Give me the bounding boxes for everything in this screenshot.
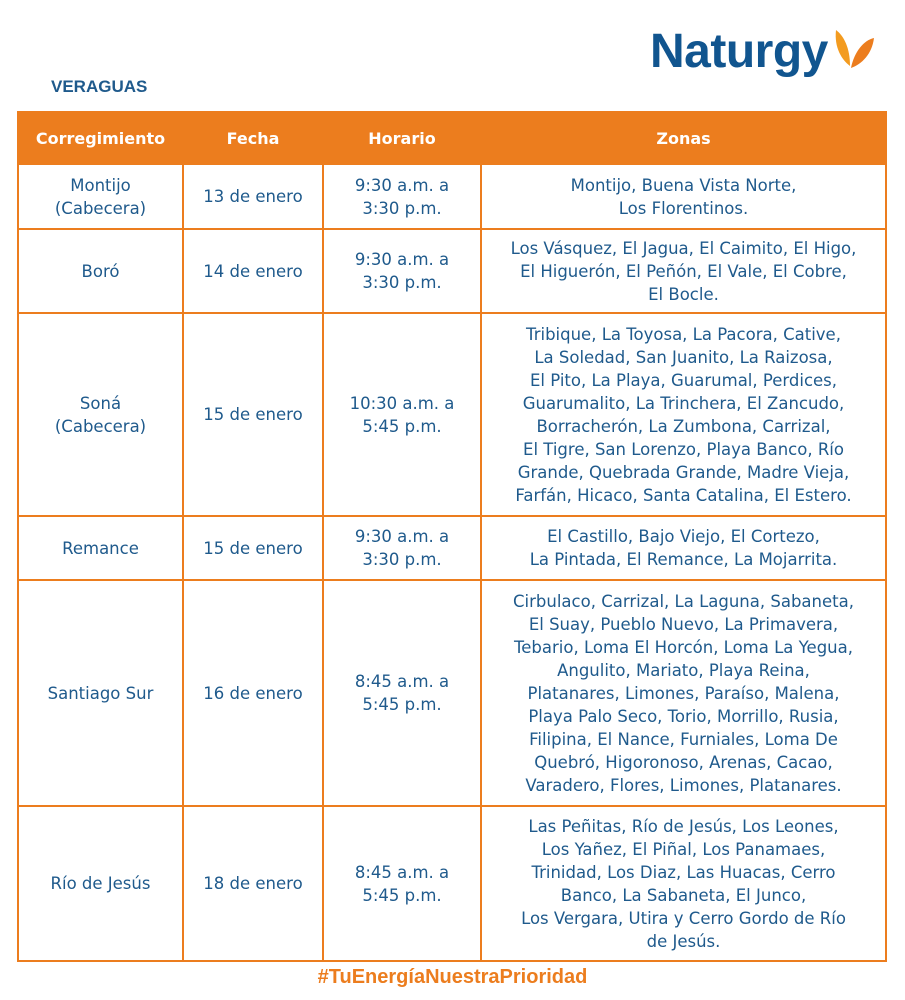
cell-horario: 8:45 a.m. a 5:45 p.m. bbox=[323, 580, 481, 806]
cell-corregimiento: Santiago Sur bbox=[18, 580, 183, 806]
cell-horario: 9:30 a.m. a 3:30 p.m. bbox=[323, 164, 481, 229]
schedule-table bbox=[17, 111, 887, 962]
table-row bbox=[18, 229, 886, 313]
logo-wordmark: Naturgy bbox=[650, 25, 828, 78]
header-horario: Horario bbox=[323, 112, 481, 164]
cell-fecha: 15 de enero bbox=[183, 313, 323, 516]
cell-horario: 9:30 a.m. a 3:30 p.m. bbox=[323, 516, 481, 580]
cell-zonas: Cirbulaco, Carrizal, La Laguna, Sabaneta, El Suay, Pueblo Nuevo, La Primavera, Tebario, Loma El Horcón, Loma La Yegua, Angulito, Mariato, Playa Reina, Platanares, Limones, Paraíso, Malena, Playa Palo Seco, Torio, Morrillo, Rusia, Filipina, El Nance, Furniales, Loma De Quebró, Higoronoso, Arenas, Cacao, Varadero, Flores, Limones, Platanares. bbox=[481, 580, 886, 806]
region-title: VERAGUAS bbox=[51, 77, 148, 96]
cell-fecha: 16 de enero bbox=[183, 580, 323, 806]
cell-fecha: 13 de enero bbox=[183, 164, 323, 229]
cell-zonas: Las Peñitas, Río de Jesús, Los Leones, Los Yañez, El Piñal, Los Panamaes, Trinidad, Los Diaz, Las Huacas, Cerro Banco, La Sabaneta, El Junco, Los Vergara, Utira y Cerro Gordo de Río de Jesús. bbox=[481, 806, 886, 961]
cell-corregimiento: Remance bbox=[18, 516, 183, 580]
butterfly-icon bbox=[830, 26, 876, 78]
cell-horario: 9:30 a.m. a 3:30 p.m. bbox=[323, 229, 481, 313]
cell-fecha: 14 de enero bbox=[183, 229, 323, 313]
header-zonas: Zonas bbox=[481, 112, 886, 164]
campaign-hashtag: #TuEnergíaNuestraPrioridad bbox=[317, 966, 588, 988]
table-row bbox=[18, 313, 886, 516]
cell-zonas: Montijo, Buena Vista Norte, Los Florentinos. bbox=[481, 164, 886, 229]
cell-fecha: 15 de enero bbox=[183, 516, 323, 580]
cell-horario: 8:45 a.m. a 5:45 p.m. bbox=[323, 806, 481, 961]
table-row bbox=[18, 580, 886, 806]
header-fecha: Fecha bbox=[183, 112, 323, 164]
cell-zonas: El Castillo, Bajo Viejo, El Cortezo, La Pintada, El Remance, La Mojarrita. bbox=[481, 516, 886, 580]
cell-corregimiento: Río de Jesús bbox=[18, 806, 183, 961]
cell-corregimiento: Soná (Cabecera) bbox=[18, 313, 183, 516]
naturgy-logo bbox=[650, 25, 876, 78]
cell-zonas: Los Vásquez, El Jagua, El Caimito, El Higo, El Higuerón, El Peñón, El Vale, El Cobre, El Bocle. bbox=[481, 229, 886, 313]
table-row bbox=[18, 806, 886, 961]
header-corregimiento: Corregimiento bbox=[18, 112, 183, 164]
table-row bbox=[18, 516, 886, 580]
cell-corregimiento: Boró bbox=[18, 229, 183, 313]
table-header-row bbox=[18, 112, 886, 164]
cell-corregimiento: Montijo (Cabecera) bbox=[18, 164, 183, 229]
cell-horario: 10:30 a.m. a 5:45 p.m. bbox=[323, 313, 481, 516]
cell-zonas: Tribique, La Toyosa, La Pacora, Cative, La Soledad, San Juanito, La Raizosa, El Pito, La Playa, Guarumal, Perdices, Guarumalito, La Trinchera, El Zancudo, Borracherón, La Zumbona, Carrizal, El Tigre, San Lorenzo, Playa Banco, Río Grande, Quebrada Grande, Madre Vieja, Farfán, Hicaco, Santa Catalina, El Estero. bbox=[481, 313, 886, 516]
table-row bbox=[18, 164, 886, 229]
cell-fecha: 18 de enero bbox=[183, 806, 323, 961]
